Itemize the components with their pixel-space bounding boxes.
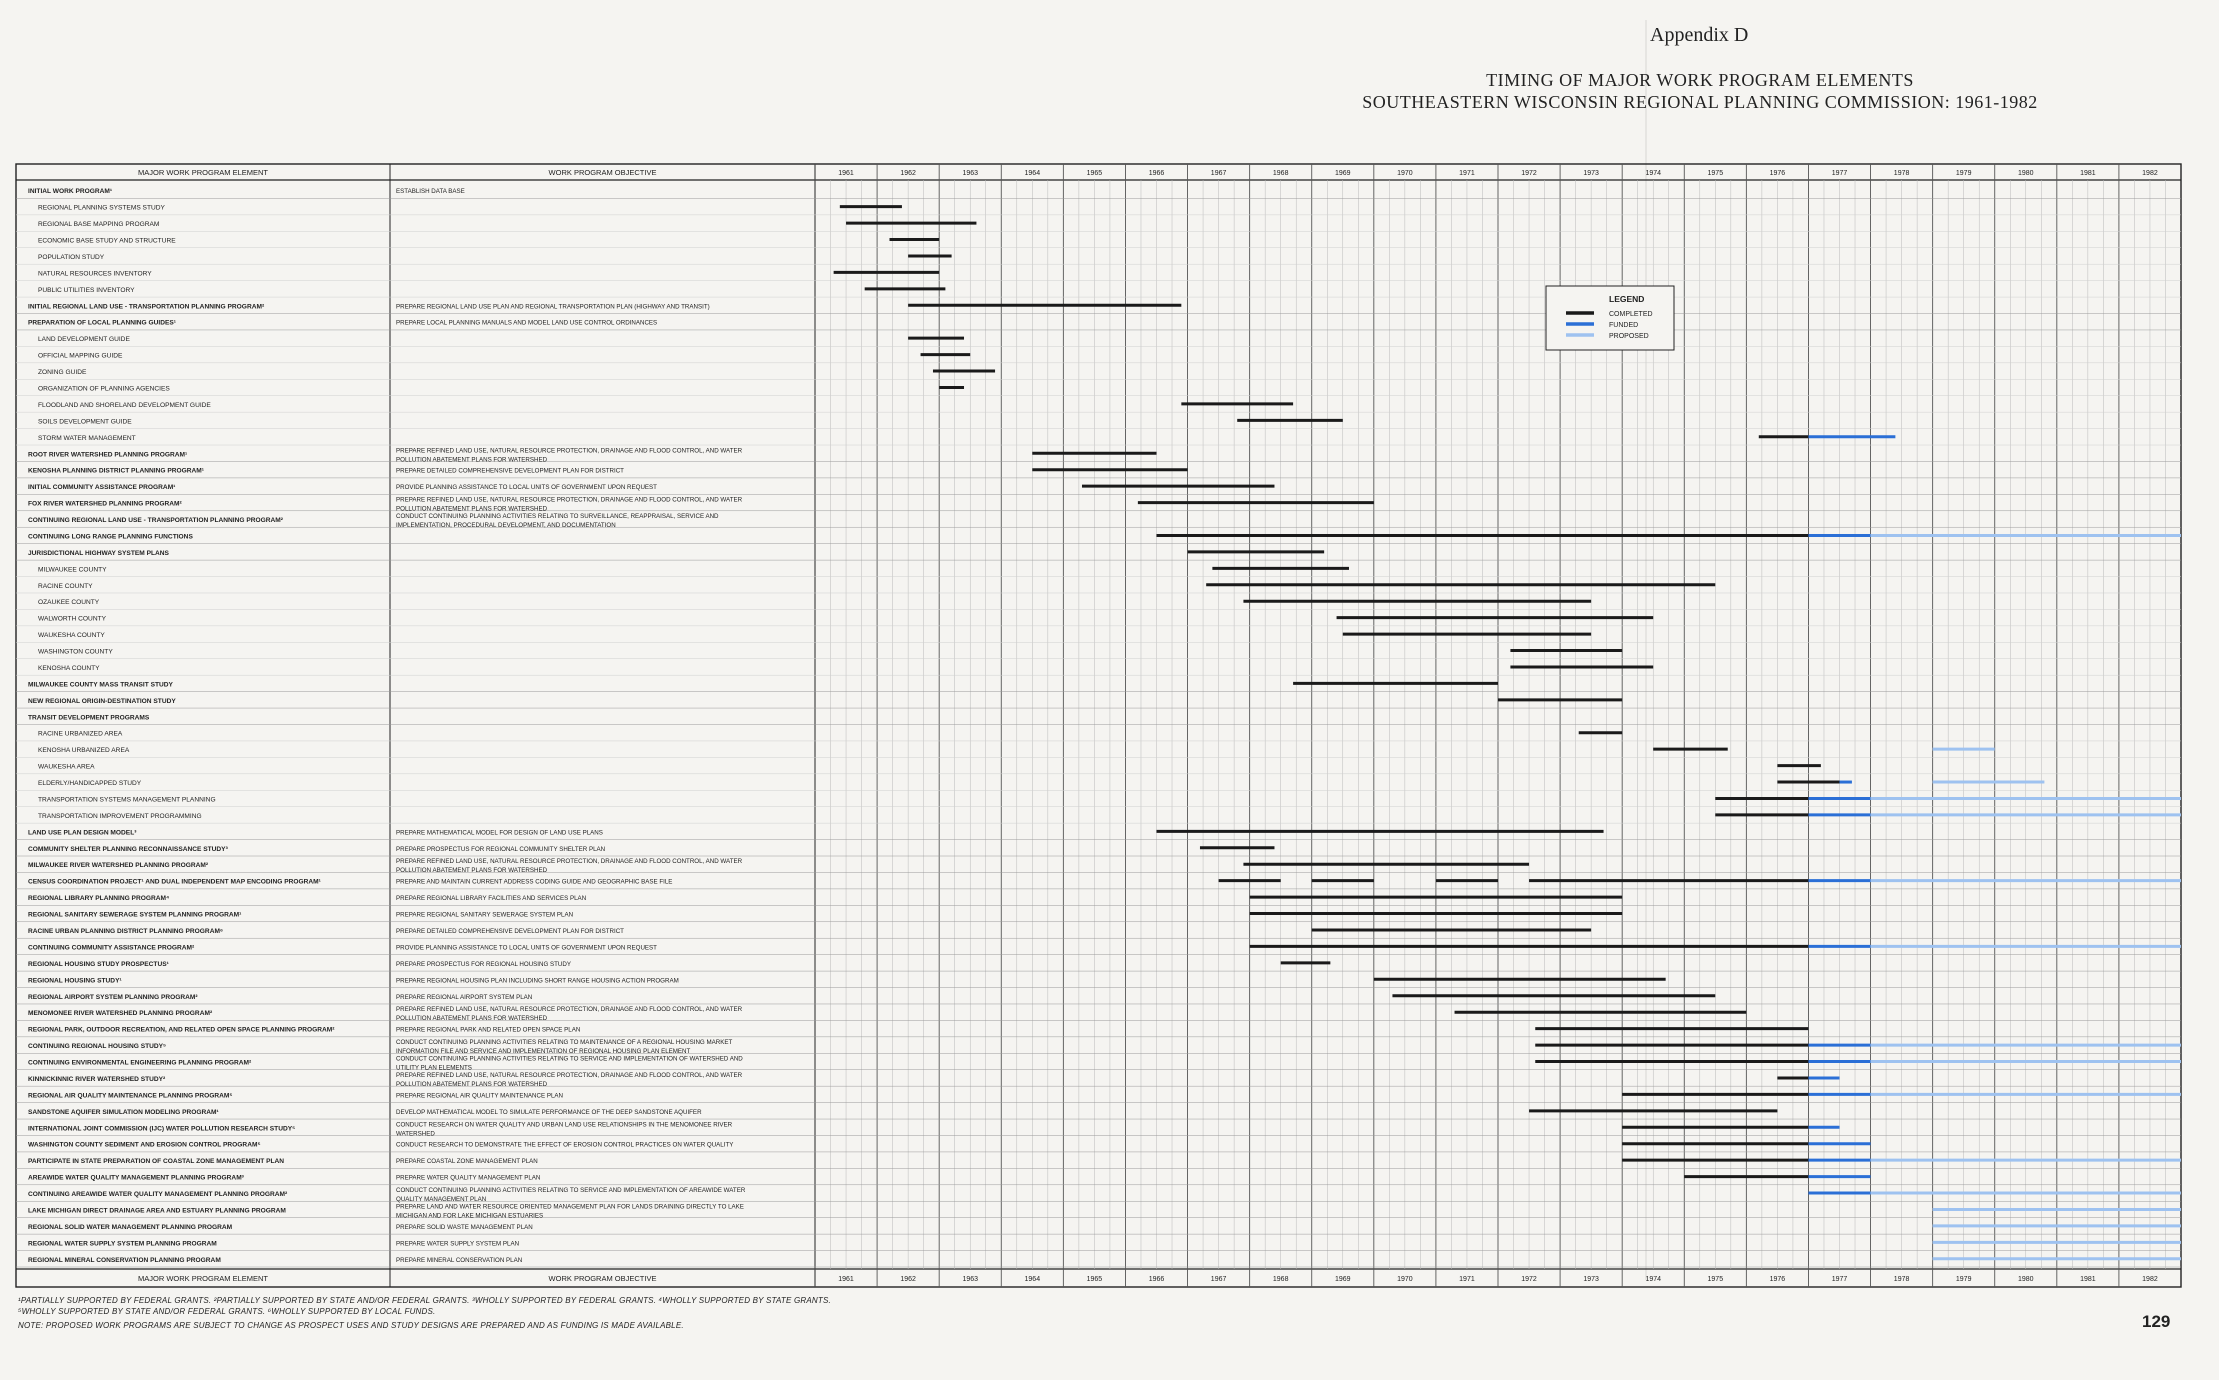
legend-label-funded: FUNDED (1609, 322, 1639, 329)
top-header-objective: WORK PROGRAM OBJECTIVE (548, 168, 657, 177)
objective-line: PREPARE AND MAINTAIN CURRENT ADDRESS CODING GUIDE AND GEOGRAPHIC BASE FILE (396, 878, 673, 886)
element-label: PUBLIC UTILITIES INVENTORY (38, 286, 135, 294)
objective-line: PREPARE REFINED LAND USE, NATURAL RESOURCE PROTECTION, DRAINAGE AND FLOOD CONTROL, AND WATER (396, 447, 743, 455)
element-label: LAND USE PLAN DESIGN MODEL³ (28, 829, 137, 837)
year-label-bottom: 1962 (900, 1276, 916, 1283)
element-label: RACINE COUNTY (38, 582, 93, 590)
objective-text (396, 846, 605, 853)
objective-text (396, 977, 679, 984)
objective-text (396, 829, 603, 836)
element-label: NATURAL RESOURCES INVENTORY (38, 270, 152, 278)
element-label: REGIONAL HOUSING STUDY PROSPECTUS¹ (28, 960, 169, 968)
objective-text (396, 1039, 732, 1055)
element-label: TRANSPORTATION IMPROVEMENT PROGRAMMING (38, 812, 202, 820)
objective-line: POLLUTION ABATEMENT PLANS FOR WATERSHED (396, 456, 548, 464)
year-label-bottom: 1964 (1024, 1276, 1041, 1283)
objective-text (396, 1056, 743, 1072)
objective-text (396, 1027, 580, 1034)
year-label-top: 1975 (1707, 170, 1724, 177)
objective-line: UTILITY PLAN ELEMENTS (396, 1064, 472, 1072)
element-label: REGIONAL BASE MAPPING PROGRAM (38, 221, 160, 229)
element-label: TRANSIT DEVELOPMENT PROGRAMS (28, 714, 150, 722)
bottom-header-element: MAJOR WORK PROGRAM ELEMENT (137, 1274, 269, 1283)
element-label: SOILS DEVELOPMENT GUIDE (38, 418, 132, 426)
objective-line: PREPARE REFINED LAND USE, NATURAL RESOURCE PROTECTION, DRAINAGE AND FLOOD CONTROL, AND WATER (396, 1006, 743, 1014)
element-label: INTERNATIONAL JOINT COMMISSION (IJC) WATER POLLUTION RESEARCH STUDY⁵ (28, 1125, 296, 1133)
year-label-bottom: 1972 (1521, 1276, 1537, 1283)
objective-line: PREPARE PROSPECTUS FOR REGIONAL COMMUNITY SHELTER PLAN (396, 845, 606, 853)
element-label: MENOMONEE RIVER WATERSHED PLANNING PROGRAM² (28, 1010, 213, 1018)
page-number: 129 (2142, 1312, 2171, 1331)
year-label-bottom: 1965 (1086, 1276, 1103, 1283)
element-label: NEW REGIONAL ORIGIN-DESTINATION STUDY (28, 697, 176, 705)
year-label-top: 1977 (1831, 170, 1848, 177)
year-label-top: 1979 (1955, 170, 1972, 177)
year-label-top: 1963 (962, 170, 979, 177)
element-label: POPULATION STUDY (38, 253, 105, 261)
year-label-top: 1980 (2017, 170, 2034, 177)
objective-line: PREPARE REGIONAL SANITARY SEWERAGE SYSTEM PLAN (396, 911, 574, 919)
objective-line: PREPARE MATHEMATICAL MODEL FOR DESIGN OF LAND USE PLANS (396, 829, 603, 837)
objective-line: PREPARE REGIONAL LAND USE PLAN AND REGIONAL TRANSPORTATION PLAN (HIGHWAY AND TRANSIT) (396, 303, 710, 311)
element-label: MILWAUKEE RIVER WATERSHED PLANNING PROGRAM² (28, 862, 209, 870)
element-label: WASHINGTON COUNTY (38, 648, 113, 656)
element-label: WALWORTH COUNTY (38, 615, 107, 623)
objective-line: PREPARE WATER SUPPLY SYSTEM PLAN (396, 1240, 520, 1248)
element-label: CENSUS COORDINATION PROJECT¹ AND DUAL INDEPENDENT MAP ENCODING PROGRAM¹ (28, 878, 321, 886)
element-label: OZAUKEE COUNTY (38, 599, 100, 607)
year-label-bottom: 1961 (838, 1276, 854, 1283)
objective-line: PREPARE LOCAL PLANNING MANUALS AND MODEL LAND USE CONTROL ORDINANCES (396, 319, 658, 327)
objective-line: PREPARE REGIONAL PARK AND RELATED OPEN SPACE PLAN (396, 1026, 581, 1034)
element-label: MILWAUKEE COUNTY MASS TRANSIT STUDY (28, 681, 173, 689)
objective-line: PREPARE WATER QUALITY MANAGEMENT PLAN (396, 1174, 541, 1182)
year-label-bottom: 1982 (2142, 1276, 2158, 1283)
objective-text (396, 1203, 744, 1219)
footnote-note: NOTE: PROPOSED WORK PROGRAMS ARE SUBJECT TO CHANGE AS PROSPECT USES AND STUDY DESIGNS ARE PREPARED AND AS FUNDING IS MADE AVAILABLE. (18, 1321, 684, 1330)
footnote-line-1: ¹PARTIALLY SUPPORTED BY FEDERAL GRANTS. ²PARTIALLY SUPPORTED BY STATE AND/OR FEDERAL GRANTS. ³WHOLLY SUPPORTED BY FEDERAL GRANTS. ⁴WHOLLY SUPPORTED BY STATE GRANTS. (18, 1296, 831, 1305)
element-label: MILWAUKEE COUNTY (38, 566, 107, 574)
objective-line: CONDUCT CONTINUING PLANNING ACTIVITIES RELATING TO SURVEILLANCE, REAPPRAISAL, SERVICE AND (396, 513, 719, 521)
footnote-line-2: ⁵WHOLLY SUPPORTED BY STATE AND/OR FEDERAL GRANTS. ⁶WHOLLY SUPPORTED BY LOCAL FUNDS. (18, 1307, 436, 1316)
element-label: INITIAL WORK PROGRAM¹ (28, 188, 113, 196)
year-label-bottom: 1963 (962, 1276, 979, 1283)
element-label: COMMUNITY SHELTER PLANNING RECONNAISSANCE STUDY³ (28, 845, 228, 853)
objective-line: PREPARE COASTAL ZONE MANAGEMENT PLAN (396, 1158, 538, 1166)
objective-line: PREPARE MINERAL CONSERVATION PLAN (396, 1256, 523, 1264)
element-label: ELDERLY/HANDICAPPED STUDY (38, 780, 142, 788)
element-label: CONTINUING REGIONAL LAND USE - TRANSPORTATION PLANNING PROGRAM² (28, 517, 283, 525)
element-label: ROOT RIVER WATERSHED PLANNING PROGRAM¹ (28, 451, 188, 459)
element-label: KENOSHA COUNTY (38, 664, 100, 672)
objective-line: QUALITY MANAGEMENT PLAN (396, 1196, 487, 1204)
legend-title: LEGEND (1609, 294, 1645, 304)
element-label: WAUKESHA AREA (38, 763, 95, 771)
element-label: ECONOMIC BASE STUDY AND STRUCTURE (38, 237, 176, 245)
objective-line: PREPARE REGIONAL AIR QUALITY MAINTENANCE PLAN (396, 1092, 563, 1100)
objective-line: CONDUCT CONTINUING PLANNING ACTIVITIES RELATING TO SERVICE AND IMPLEMENTATION OF AREAWIDE WATER (396, 1187, 746, 1195)
element-label: RACINE URBANIZED AREA (38, 730, 123, 738)
objective-line: CONDUCT RESEARCH TO DEMONSTRATE THE EFFECT OF EROSION CONTROL PRACTICES ON WATER QUALITY (396, 1141, 734, 1149)
page-title: TIMING OF MAJOR WORK PROGRAM ELEMENTS (1486, 70, 1914, 90)
objective-line: PREPARE DETAILED COMPREHENSIVE DEVELOPMENT PLAN FOR DISTRICT (396, 467, 624, 475)
objective-line: DEVELOP MATHEMATICAL MODEL TO SIMULATE PERFORMANCE OF THE DEEP SANDSTONE AQUIFER (396, 1108, 702, 1116)
year-label-top: 1965 (1086, 170, 1103, 177)
objective-line: CONDUCT CONTINUING PLANNING ACTIVITIES RELATING TO SERVICE AND IMPLEMENTATION OF WATERSHED AND (396, 1055, 743, 1063)
objective-text (396, 188, 465, 195)
element-label: REGIONAL SOLID WATER MANAGEMENT PLANNING PROGRAM (28, 1223, 233, 1231)
year-label-top: 1964 (1024, 170, 1041, 177)
objective-text (396, 1121, 733, 1137)
objective-text (396, 497, 743, 513)
year-label-top: 1978 (1893, 170, 1910, 177)
objective-text (396, 320, 657, 327)
year-label-top: 1973 (1583, 170, 1599, 177)
top-header-element: MAJOR WORK PROGRAM ELEMENT (137, 168, 269, 177)
year-label-bottom: 1971 (1459, 1276, 1475, 1283)
year-label-bottom: 1974 (1645, 1276, 1662, 1283)
year-label-top: 1971 (1459, 170, 1475, 177)
objective-line: PROVIDE PLANNING ASSISTANCE TO LOCAL UNITS OF GOVERNMENT UPON REQUEST (396, 944, 657, 952)
element-label: OFFICIAL MAPPING GUIDE (38, 352, 123, 360)
objective-text (396, 468, 624, 475)
objective-line: PREPARE REGIONAL LIBRARY FACILITIES AND SERVICES PLAN (396, 895, 587, 903)
element-label: CONTINUING ENVIRONMENTAL ENGINEERING PLANNING PROGRAM² (28, 1059, 252, 1067)
element-label: RACINE URBAN PLANNING DISTRICT PLANNING PROGRAM⁶ (28, 927, 223, 935)
objective-text (396, 879, 672, 886)
objective-text (396, 1187, 746, 1203)
element-label: KINNICKINNIC RIVER WATERSHED STUDY² (28, 1075, 166, 1083)
objective-line: POLLUTION ABATEMENT PLANS FOR WATERSHED (396, 505, 548, 513)
element-label: TRANSPORTATION SYSTEMS MANAGEMENT PLANNING (38, 796, 216, 804)
year-label-bottom: 1975 (1707, 1276, 1724, 1283)
year-label-bottom: 1973 (1583, 1276, 1599, 1283)
year-label-bottom: 1970 (1397, 1276, 1413, 1283)
objective-text (396, 1072, 743, 1088)
element-label: LAKE MICHIGAN DIRECT DRAINAGE AREA AND ESTUARY PLANNING PROGRAM (28, 1207, 286, 1215)
objective-text (396, 1240, 519, 1247)
objective-line: PREPARE REFINED LAND USE, NATURAL RESOURCE PROTECTION, DRAINAGE AND FLOOD CONTROL, AND WATER (396, 1071, 743, 1079)
element-label: FLOODLAND AND SHORELAND DEVELOPMENT GUIDE (38, 401, 211, 409)
year-label-bottom: 1979 (1955, 1276, 1972, 1283)
element-label: REGIONAL PLANNING SYSTEMS STUDY (38, 204, 165, 212)
objective-line: ESTABLISH DATA BASE (396, 188, 465, 196)
element-label: REGIONAL HOUSING STUDY¹ (28, 977, 122, 985)
objective-line: POLLUTION ABATEMENT PLANS FOR WATERSHED (396, 1080, 548, 1088)
objective-text (396, 895, 586, 902)
year-label-top: 1982 (2142, 170, 2158, 177)
bottom-header-objective: WORK PROGRAM OBJECTIVE (548, 1274, 657, 1283)
objective-line: PREPARE REFINED LAND USE, NATURAL RESOURCE PROTECTION, DRAINAGE AND FLOOD CONTROL, AND WATER (396, 496, 743, 504)
objective-line: MICHIGAN AND FOR LAKE MICHIGAN ESTUARIES (396, 1212, 544, 1220)
year-label-top: 1966 (1148, 170, 1165, 177)
element-label: CONTINUING COMMUNITY ASSISTANCE PROGRAM² (28, 944, 195, 952)
year-label-top: 1961 (838, 170, 854, 177)
objective-text (396, 447, 743, 463)
objective-line: WATERSHED (396, 1130, 435, 1138)
year-label-bottom: 1978 (1893, 1276, 1910, 1283)
objective-text (396, 1224, 533, 1231)
element-label: PARTICIPATE IN STATE PREPARATION OF COASTAL ZONE MANAGEMENT PLAN (28, 1158, 285, 1166)
year-label-bottom: 1977 (1831, 1276, 1848, 1283)
page-subtitle: SOUTHEASTERN WISCONSIN REGIONAL PLANNING COMMISSION: 1961-1982 (1362, 92, 2038, 112)
element-label: KENOSHA PLANNING DISTRICT PLANNING PROGRAM¹ (28, 467, 204, 475)
objective-text (396, 1109, 702, 1116)
objective-line: CONDUCT CONTINUING PLANNING ACTIVITIES RELATING TO MAINTENANCE OF A REGIONAL HOUSING MARKET (396, 1039, 733, 1047)
objective-text (396, 513, 719, 529)
objective-text (396, 1175, 540, 1182)
objective-line: INFORMATION FILE AND SERVICE AND IMPLEMENTATION OF REGIONAL HOUSING PLAN ELEMENT (396, 1048, 691, 1056)
element-label: CONTINUING REGIONAL HOUSING STUDY⁵ (28, 1043, 167, 1051)
objective-line: PREPARE LAND AND WATER RESOURCE ORIENTED MANAGEMENT PLAN FOR LANDS DRAINING DIRECTLY TO LAKE (396, 1203, 744, 1211)
year-label-bottom: 1966 (1148, 1276, 1165, 1283)
element-label: INITIAL COMMUNITY ASSISTANCE PROGRAM¹ (28, 484, 176, 492)
objective-line: POLLUTION ABATEMENT PLANS FOR WATERSHED (396, 1015, 548, 1023)
year-label-bottom: 1968 (1272, 1276, 1289, 1283)
objective-text (396, 912, 573, 919)
element-label: FOX RIVER WATERSHED PLANNING PROGRAM² (28, 500, 182, 508)
element-label: JURISDICTIONAL HIGHWAY SYSTEM PLANS (28, 549, 169, 557)
appendix-label: Appendix D (1650, 24, 1749, 46)
element-label: WAUKESHA COUNTY (38, 632, 105, 640)
objective-text (396, 944, 657, 951)
element-label: CONTINUING AREAWIDE WATER QUALITY MANAGEMENT PLANNING PROGRAM² (28, 1191, 288, 1199)
element-label: CONTINUING LONG RANGE PLANNING FUNCTIONS (28, 533, 193, 541)
element-label: REGIONAL LIBRARY PLANNING PROGRAM⁴ (28, 895, 170, 903)
objective-text (396, 484, 657, 491)
year-label-top: 1970 (1397, 170, 1413, 177)
year-label-bottom: 1981 (2080, 1276, 2096, 1283)
objective-line: PREPARE REGIONAL AIRPORT SYSTEM PLAN (396, 993, 533, 1001)
objective-line: PREPARE SOLID WASTE MANAGEMENT PLAN (396, 1223, 533, 1231)
element-label: PREPARATION OF LOCAL PLANNING GUIDES¹ (28, 319, 176, 327)
objective-text (396, 1142, 733, 1149)
objective-line: CONDUCT RESEARCH ON WATER QUALITY AND URBAN LAND USE RELATIONSHIPS IN THE MENOMONEE RIVER (396, 1121, 733, 1129)
objective-text (396, 994, 532, 1001)
element-label: REGIONAL MINERAL CONSERVATION PLANNING PROGRAM (28, 1256, 221, 1264)
year-label-bottom: 1980 (2017, 1276, 2034, 1283)
year-label-top: 1962 (900, 170, 916, 177)
year-label-bottom: 1969 (1334, 1276, 1351, 1283)
objective-line: PROVIDE PLANNING ASSISTANCE TO LOCAL UNITS OF GOVERNMENT UPON REQUEST (396, 484, 657, 492)
element-label: REGIONAL AIRPORT SYSTEM PLANNING PROGRAM² (28, 993, 198, 1001)
objective-text (396, 928, 624, 935)
element-label: REGIONAL SANITARY SEWERAGE SYSTEM PLANNING PROGRAM¹ (28, 911, 242, 919)
element-label: STORM WATER MANAGEMENT (38, 434, 136, 442)
element-label: ORGANIZATION OF PLANNING AGENCIES (38, 385, 170, 393)
year-label-bottom: 1976 (1769, 1276, 1786, 1283)
year-label-top: 1981 (2080, 170, 2096, 177)
element-label: INITIAL REGIONAL LAND USE - TRANSPORTATION PLANNING PROGRAM² (28, 303, 265, 311)
element-label: REGIONAL WATER SUPPLY SYSTEM PLANNING PROGRAM (28, 1240, 217, 1248)
year-label-top: 1968 (1272, 170, 1289, 177)
element-label: KENOSHA URBANIZED AREA (38, 747, 130, 755)
objective-text (396, 1092, 563, 1099)
element-label: REGIONAL PARK, OUTDOOR RECREATION, AND RELATED OPEN SPACE PLANNING PROGRAM² (28, 1026, 335, 1034)
objective-line: PREPARE PROSPECTUS FOR REGIONAL HOUSING STUDY (396, 960, 571, 968)
objective-text (396, 1257, 522, 1264)
objective-line: PREPARE REFINED LAND USE, NATURAL RESOURCE PROTECTION, DRAINAGE AND FLOOD CONTROL, AND WATER (396, 858, 743, 866)
year-label-bottom: 1967 (1210, 1276, 1227, 1283)
element-label: ZONING GUIDE (38, 369, 87, 377)
objective-line: IMPLEMENTATION, PROCEDURAL DEVELOPMENT, AND DOCUMENTATION (396, 522, 616, 530)
legend-label-completed: COMPLETED (1609, 311, 1653, 318)
objective-text (396, 303, 710, 310)
year-label-top: 1969 (1334, 170, 1351, 177)
objective-line: POLLUTION ABATEMENT PLANS FOR WATERSHED (396, 867, 548, 875)
chart-frame (16, 164, 2181, 1287)
year-label-top: 1974 (1645, 170, 1662, 177)
objective-line: PREPARE REGIONAL HOUSING PLAN INCLUDING SHORT RANGE HOUSING ACTION PROGRAM (396, 977, 679, 985)
element-label: REGIONAL AIR QUALITY MAINTENANCE PLANNING PROGRAM⁵ (28, 1092, 233, 1100)
year-label-top: 1967 (1210, 170, 1227, 177)
legend-label-proposed: PROPOSED (1609, 333, 1649, 340)
year-label-top: 1972 (1521, 170, 1537, 177)
objective-line: PREPARE DETAILED COMPREHENSIVE DEVELOPMENT PLAN FOR DISTRICT (396, 927, 624, 935)
objective-text (396, 961, 571, 968)
objective-text (396, 1158, 538, 1165)
element-label: LAND DEVELOPMENT GUIDE (38, 336, 130, 344)
element-label: SANDSTONE AQUIFER SIMULATION MODELING PROGRAM¹ (28, 1108, 219, 1116)
element-label: WASHINGTON COUNTY SEDIMENT AND EROSION CONTROL PROGRAM⁵ (28, 1141, 261, 1149)
year-label-top: 1976 (1769, 170, 1786, 177)
objective-text (396, 858, 743, 874)
objective-text (396, 1006, 743, 1022)
element-label: AREAWIDE WATER QUALITY MANAGEMENT PLANNING PROGRAM³ (28, 1174, 244, 1182)
